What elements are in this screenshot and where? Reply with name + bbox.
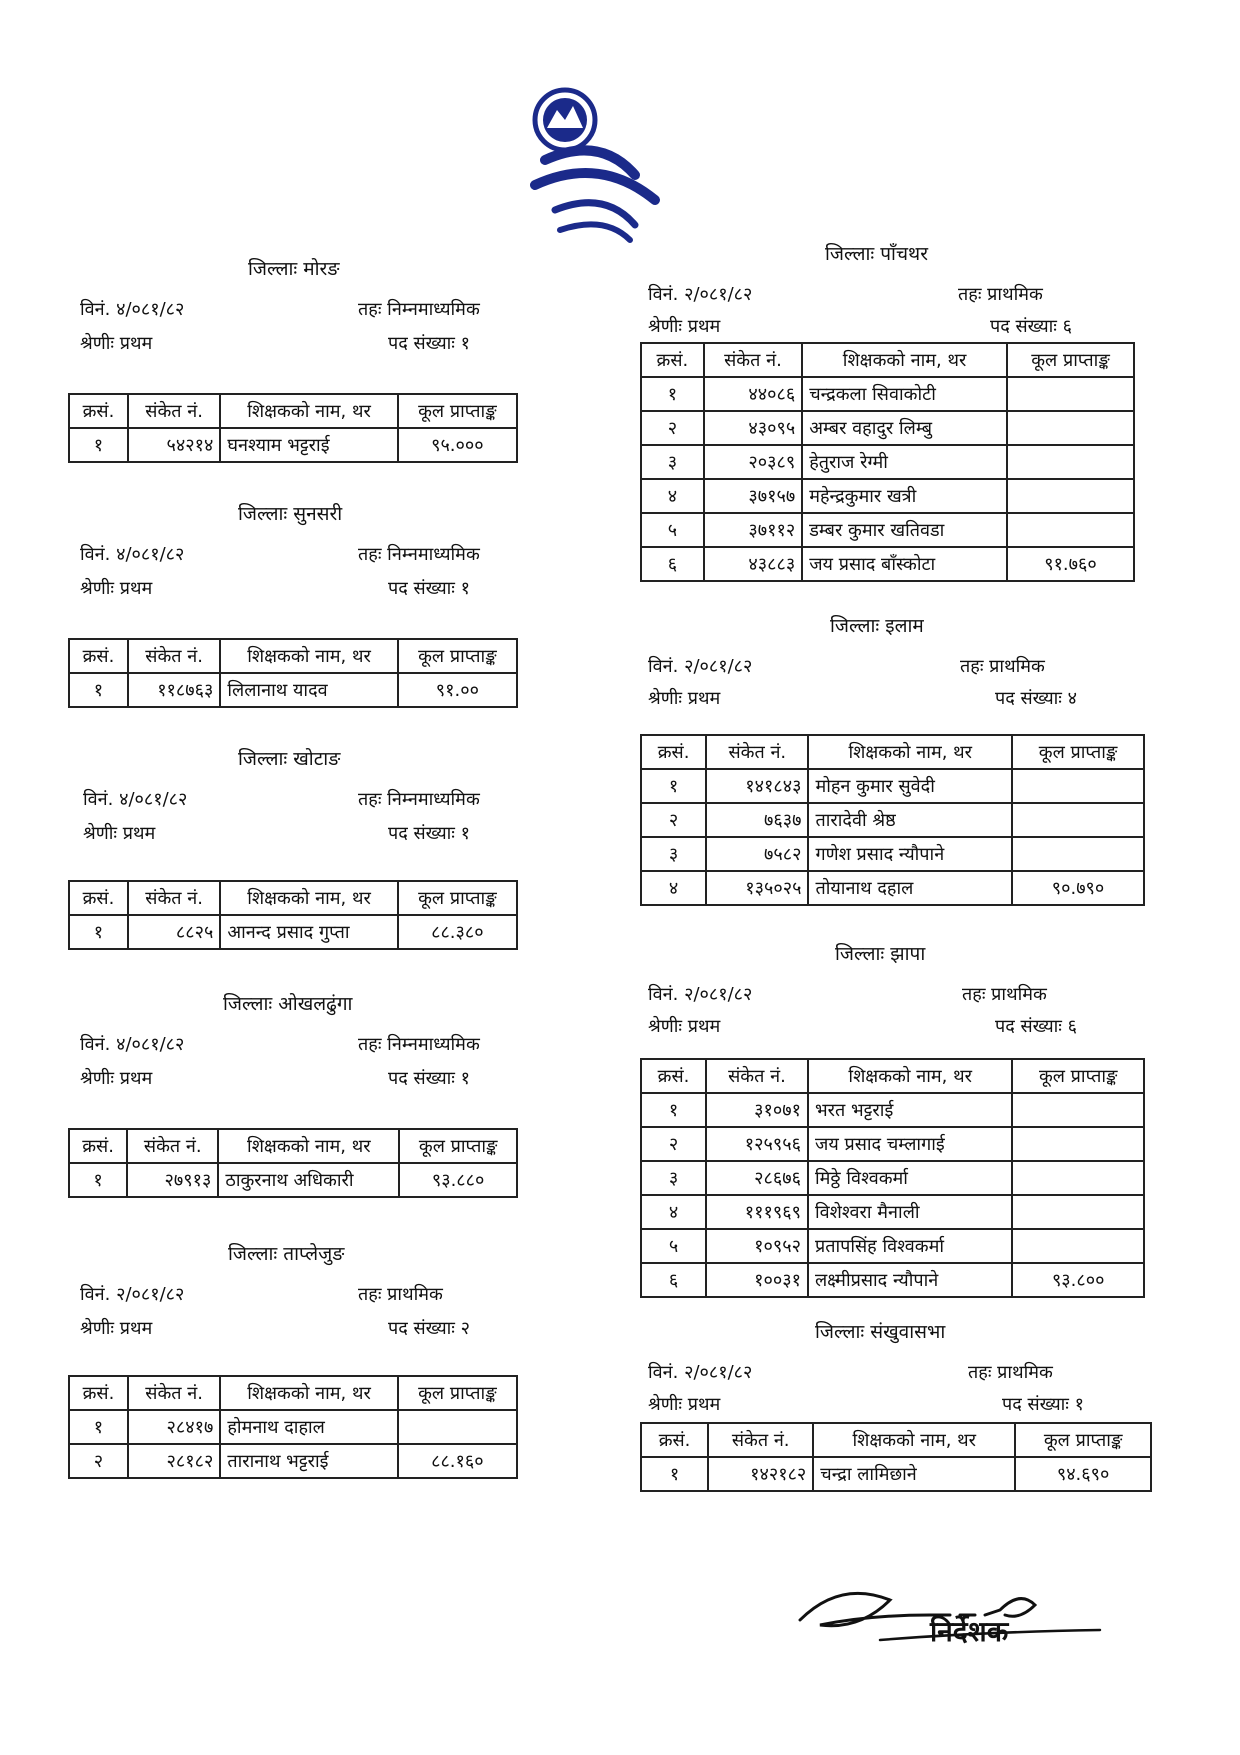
seal-logo bbox=[515, 80, 685, 250]
header-serial: क्रसं. bbox=[641, 343, 704, 377]
cell-name: अम्बर वहादुर लिम्बु bbox=[802, 411, 1007, 445]
header-score: कूल प्राप्ताङ्क bbox=[398, 639, 517, 673]
cell-score: ९३.८०० bbox=[1012, 1263, 1144, 1297]
cell-name: डम्बर कुमार खतिवडा bbox=[802, 513, 1007, 547]
cell-name: तारानाथ भट्टराई bbox=[220, 1444, 397, 1478]
cell-code: १००३१ bbox=[706, 1263, 808, 1297]
cell-serial: ४ bbox=[641, 1195, 706, 1229]
cell-code: ४४०८६ bbox=[704, 377, 802, 411]
header-code: संकेत नं. bbox=[128, 639, 220, 673]
cell-score: ८८.३८० bbox=[398, 915, 517, 949]
cell-name: लिलानाथ यादव bbox=[220, 673, 397, 707]
notice-number: विनं. २/०८१/८२ bbox=[648, 1362, 753, 1383]
cell-name: प्रतापसिंह विश्वकर्मा bbox=[808, 1229, 1012, 1263]
cell-name: होमनाथ दाहाल bbox=[220, 1410, 397, 1444]
cell-code: ११८७६३ bbox=[128, 673, 220, 707]
header-score: कूल प्राप्ताङ्क bbox=[398, 881, 517, 915]
table-row bbox=[641, 871, 1144, 905]
cell-code: ३७१५७ bbox=[704, 479, 802, 513]
table-row bbox=[69, 915, 517, 949]
cell-serial: २ bbox=[69, 1444, 128, 1478]
cell-serial: ४ bbox=[641, 871, 706, 905]
cell-code: २८६७६ bbox=[706, 1161, 808, 1195]
level: तहः प्राथमिक bbox=[358, 1284, 443, 1305]
posts: पद संख्याः ४ bbox=[995, 688, 1078, 709]
cell-serial: ३ bbox=[641, 1161, 706, 1195]
class: श्रेणीः प्रथम bbox=[648, 1016, 721, 1037]
level: तहः प्राथमिक bbox=[962, 984, 1047, 1005]
header-code: संकेत नं. bbox=[128, 881, 220, 915]
header-code: संकेत नं. bbox=[128, 1376, 220, 1410]
cell-serial: ६ bbox=[641, 1263, 706, 1297]
cell-score: ९१.०० bbox=[398, 673, 517, 707]
posts: पद संख्याः १ bbox=[388, 1068, 471, 1089]
cell-score bbox=[1012, 1161, 1144, 1195]
header-code: संकेत नं. bbox=[128, 394, 220, 428]
table-header-row bbox=[69, 394, 517, 428]
header-name: शिक्षकको नाम, थर bbox=[220, 639, 397, 673]
cell-code: १४२१८२ bbox=[708, 1457, 813, 1491]
cell-serial: १ bbox=[69, 915, 128, 949]
header-serial: क्रसं. bbox=[69, 1129, 127, 1163]
cell-code: ५४२१४ bbox=[128, 428, 220, 462]
cell-serial: १ bbox=[69, 1163, 127, 1197]
notice-number: विनं. २/०८१/८२ bbox=[648, 984, 753, 1005]
cell-score bbox=[1012, 837, 1144, 871]
table-row bbox=[641, 803, 1144, 837]
cell-serial: २ bbox=[641, 803, 706, 837]
cell-name: लक्ष्मीप्रसाद न्यौपाने bbox=[808, 1263, 1012, 1297]
cell-serial: १ bbox=[641, 1093, 706, 1127]
cell-serial: २ bbox=[641, 1127, 706, 1161]
posts: पद संख्याः ६ bbox=[995, 1016, 1078, 1037]
cell-score: ९०.७९० bbox=[1012, 871, 1144, 905]
district-title: जिल्लाः संखुवासभा bbox=[815, 1321, 946, 1343]
cell-score bbox=[1007, 445, 1134, 479]
level: तहः निम्नमाध्यमिक bbox=[358, 299, 480, 320]
cell-code: २८४१७ bbox=[128, 1410, 220, 1444]
cell-code: १११९६९ bbox=[706, 1195, 808, 1229]
cell-name: विशेश्वरा मैनाली bbox=[808, 1195, 1012, 1229]
level: तहः निम्नमाध्यमिक bbox=[358, 1034, 480, 1055]
cell-code: २७९१३ bbox=[127, 1163, 218, 1197]
level: तहः प्राथमिक bbox=[968, 1362, 1053, 1383]
results-table bbox=[68, 1375, 518, 1479]
cell-code: ४३०९५ bbox=[704, 411, 802, 445]
district-block-taplejung bbox=[68, 1240, 588, 1470]
notice-number: विनं. ४/०८१/८२ bbox=[80, 1034, 185, 1055]
table-header-row bbox=[69, 639, 517, 673]
cell-score bbox=[1007, 411, 1134, 445]
header-score: कूल प्राप्ताङ्क bbox=[1007, 343, 1134, 377]
posts: पद संख्याः २ bbox=[388, 1318, 471, 1339]
level: तहः निम्नमाध्यमिक bbox=[358, 544, 480, 565]
cell-score: ९३.८८० bbox=[399, 1163, 517, 1197]
district-title: जिल्लाः ताप्लेजुङ bbox=[228, 1243, 345, 1265]
cell-code: ७५८२ bbox=[706, 837, 808, 871]
results-table bbox=[640, 734, 1145, 906]
district-title: जिल्लाः सुनसरी bbox=[238, 503, 343, 525]
cell-name: हेतुराज रेग्मी bbox=[802, 445, 1007, 479]
district-block-okhaldhunga bbox=[68, 990, 588, 1191]
table-header-row bbox=[69, 1129, 517, 1163]
results-table bbox=[68, 880, 518, 950]
header-code: संकेत नं. bbox=[708, 1423, 813, 1457]
header-code: संकेत नं. bbox=[706, 735, 808, 769]
class: श्रेणीः प्रथम bbox=[80, 1068, 153, 1089]
header-score: कूल प्राप्ताङ्क bbox=[398, 1376, 517, 1410]
header-name: शिक्षकको नाम, थर bbox=[220, 394, 397, 428]
header-serial: क्रसं. bbox=[641, 1059, 706, 1093]
notice-number: विनं. २/०८१/८२ bbox=[648, 656, 753, 677]
posts: पद संख्याः १ bbox=[388, 333, 471, 354]
cell-name: भरत भट्टराई bbox=[808, 1093, 1012, 1127]
results-table bbox=[68, 1128, 518, 1198]
table-header-row bbox=[641, 735, 1144, 769]
cell-score bbox=[1012, 803, 1144, 837]
notice-number: विनं. ४/०८१/८२ bbox=[83, 789, 188, 810]
table-row bbox=[641, 1093, 1144, 1127]
table-header-row bbox=[69, 881, 517, 915]
cell-serial: १ bbox=[69, 673, 128, 707]
level: तहः प्राथमिक bbox=[958, 284, 1043, 305]
cell-code: १४१८४३ bbox=[706, 769, 808, 803]
header-name: शिक्षकको नाम, थर bbox=[220, 881, 397, 915]
cell-serial: १ bbox=[69, 1410, 128, 1444]
cell-name: गणेश प्रसाद न्यौपाने bbox=[808, 837, 1012, 871]
cell-score: ८८.१६० bbox=[398, 1444, 517, 1478]
table-row bbox=[69, 1410, 517, 1444]
header-serial: क्रसं. bbox=[69, 881, 128, 915]
district-block-jhapa bbox=[640, 940, 1160, 1300]
district-block-sankhuwasabha bbox=[640, 1318, 1160, 1518]
table-row bbox=[641, 479, 1134, 513]
table-row bbox=[69, 1163, 517, 1197]
class: श्रेणीः प्रथम bbox=[83, 823, 156, 844]
cell-serial: ३ bbox=[641, 445, 704, 479]
header-serial: क्रसं. bbox=[69, 639, 128, 673]
posts: पद संख्याः ६ bbox=[990, 316, 1073, 337]
table-row bbox=[641, 769, 1144, 803]
header-serial: क्रसं. bbox=[69, 1376, 128, 1410]
district-title: जिल्लाः इलाम bbox=[830, 615, 924, 637]
cell-score bbox=[1007, 479, 1134, 513]
cell-score bbox=[1012, 1127, 1144, 1161]
header-code: संकेत नं. bbox=[704, 343, 802, 377]
cell-code: ८८२५ bbox=[128, 915, 220, 949]
table-row bbox=[641, 513, 1134, 547]
cell-score bbox=[1012, 769, 1144, 803]
table-row bbox=[641, 837, 1144, 871]
header-code: संकेत नं. bbox=[127, 1129, 218, 1163]
notice-number: विनं. २/०८१/८२ bbox=[648, 284, 753, 305]
table-header-row bbox=[641, 1059, 1144, 1093]
cell-code: १२५९५६ bbox=[706, 1127, 808, 1161]
cell-serial: ५ bbox=[641, 513, 704, 547]
table-header-row bbox=[641, 343, 1134, 377]
district-block-panchthar bbox=[640, 240, 1160, 600]
table-row bbox=[641, 1229, 1144, 1263]
cell-serial: १ bbox=[641, 1457, 708, 1491]
level: तहः प्राथमिक bbox=[960, 656, 1045, 677]
district-block-ilam bbox=[640, 612, 1160, 912]
cell-name: महेन्द्रकुमार खत्री bbox=[802, 479, 1007, 513]
cell-name: चन्द्रा लामिछाने bbox=[813, 1457, 1015, 1491]
class: श्रेणीः प्रथम bbox=[80, 333, 153, 354]
header-score: कूल प्राप्ताङ्क bbox=[1015, 1423, 1151, 1457]
cell-score bbox=[1007, 377, 1134, 411]
table-row bbox=[641, 1195, 1144, 1229]
cell-code: १३५०२५ bbox=[706, 871, 808, 905]
cell-name: जय प्रसाद चम्लागाई bbox=[808, 1127, 1012, 1161]
class: श्रेणीः प्रथम bbox=[648, 1394, 721, 1415]
cell-name: मोहन कुमार सुवेदी bbox=[808, 769, 1012, 803]
notice-number: विनं. ४/०८१/८२ bbox=[80, 544, 185, 565]
cell-serial: २ bbox=[641, 411, 704, 445]
table-row bbox=[641, 1457, 1151, 1491]
district-title: जिल्लाः ओखलढुंगा bbox=[223, 993, 353, 1015]
results-table bbox=[640, 342, 1135, 582]
cell-name: जय प्रसाद बाँस्कोटा bbox=[802, 547, 1007, 581]
cell-score: ९१.७६० bbox=[1007, 547, 1134, 581]
cell-score bbox=[1012, 1195, 1144, 1229]
table-row bbox=[69, 673, 517, 707]
header-name: शिक्षकको नाम, थर bbox=[802, 343, 1007, 377]
cell-code: २८१८२ bbox=[128, 1444, 220, 1478]
cell-code: ३१०७१ bbox=[706, 1093, 808, 1127]
notice-number: विनं. २/०८१/८२ bbox=[80, 1284, 185, 1305]
cell-serial: ४ bbox=[641, 479, 704, 513]
header-name: शिक्षकको नाम, थर bbox=[808, 1059, 1012, 1093]
header-name: शिक्षकको नाम, थर bbox=[813, 1423, 1015, 1457]
table-header-row bbox=[641, 1423, 1151, 1457]
district-block-sunsari bbox=[68, 500, 588, 701]
district-title: जिल्लाः मोरङ bbox=[248, 258, 340, 280]
cell-name: तोयानाथ दहाल bbox=[808, 871, 1012, 905]
table-row bbox=[641, 411, 1134, 445]
cell-serial: १ bbox=[641, 377, 704, 411]
header-code: संकेत नं. bbox=[706, 1059, 808, 1093]
table-row bbox=[641, 1161, 1144, 1195]
header-score: कूल प्राप्ताङ्क bbox=[1012, 735, 1144, 769]
cell-name: मिठ्ठे विश्वकर्मा bbox=[808, 1161, 1012, 1195]
posts: पद संख्याः १ bbox=[388, 578, 471, 599]
cell-code: ७६३७ bbox=[706, 803, 808, 837]
class: श्रेणीः प्रथम bbox=[648, 688, 721, 709]
header-name: शिक्षकको नाम, थर bbox=[218, 1129, 399, 1163]
signatory-title: निर्देशक bbox=[930, 1615, 1009, 1648]
cell-code: ४३८८३ bbox=[704, 547, 802, 581]
cell-serial: ६ bbox=[641, 547, 704, 581]
header-serial: क्रसं. bbox=[641, 1423, 708, 1457]
table-row bbox=[641, 445, 1134, 479]
cell-score bbox=[1007, 513, 1134, 547]
cell-score: ९५.००० bbox=[398, 428, 517, 462]
cell-code: २०३८९ bbox=[704, 445, 802, 479]
table-row bbox=[69, 428, 517, 462]
cell-score bbox=[398, 1410, 517, 1444]
table-row bbox=[69, 1444, 517, 1478]
header-serial: क्रसं. bbox=[69, 394, 128, 428]
district-block-morang bbox=[68, 255, 588, 456]
header-score: कूल प्राप्ताङ्क bbox=[1012, 1059, 1144, 1093]
class: श्रेणीः प्रथम bbox=[648, 316, 721, 337]
table-header-row bbox=[69, 1376, 517, 1410]
district-title: जिल्लाः पाँचथर bbox=[825, 243, 928, 265]
level: तहः निम्नमाध्यमिक bbox=[358, 789, 480, 810]
header-name: शिक्षकको नाम, थर bbox=[808, 735, 1012, 769]
cell-name: ठाकुरनाथ अधिकारी bbox=[218, 1163, 399, 1197]
cell-serial: १ bbox=[69, 428, 128, 462]
district-block-khotang bbox=[68, 745, 588, 943]
district-title: जिल्लाः झापा bbox=[835, 943, 926, 965]
class: श्रेणीः प्रथम bbox=[80, 1318, 153, 1339]
cell-name: चन्द्रकला सिवाकोटी bbox=[802, 377, 1007, 411]
header-serial: क्रसं. bbox=[641, 735, 706, 769]
cell-score bbox=[1012, 1229, 1144, 1263]
table-row bbox=[641, 1127, 1144, 1161]
table-row bbox=[641, 377, 1134, 411]
header-name: शिक्षकको नाम, थर bbox=[220, 1376, 397, 1410]
district-title: जिल्लाः खोटाङ bbox=[238, 748, 341, 770]
table-row bbox=[641, 547, 1134, 581]
cell-name: आनन्द प्रसाद गुप्ता bbox=[220, 915, 397, 949]
results-table bbox=[640, 1422, 1152, 1492]
header-score: कूल प्राप्ताङ्क bbox=[398, 394, 517, 428]
results-table bbox=[640, 1058, 1145, 1298]
cell-code: ३७११२ bbox=[704, 513, 802, 547]
table-row bbox=[641, 1263, 1144, 1297]
cell-score: ९४.६९० bbox=[1015, 1457, 1151, 1491]
cell-score bbox=[1012, 1093, 1144, 1127]
cell-serial: ५ bbox=[641, 1229, 706, 1263]
cell-name: घनश्याम भट्टराई bbox=[220, 428, 397, 462]
class: श्रेणीः प्रथम bbox=[80, 578, 153, 599]
cell-code: १०९५२ bbox=[706, 1229, 808, 1263]
cell-name: तारादेवी श्रेष्ठ bbox=[808, 803, 1012, 837]
notice-number: विनं. ४/०८१/८२ bbox=[80, 299, 185, 320]
header-score: कूल प्राप्ताङ्क bbox=[399, 1129, 517, 1163]
results-table bbox=[68, 638, 518, 708]
cell-serial: ३ bbox=[641, 837, 706, 871]
cell-serial: १ bbox=[641, 769, 706, 803]
results-table bbox=[68, 393, 518, 463]
posts: पद संख्याः १ bbox=[1002, 1394, 1085, 1415]
posts: पद संख्याः १ bbox=[388, 823, 471, 844]
